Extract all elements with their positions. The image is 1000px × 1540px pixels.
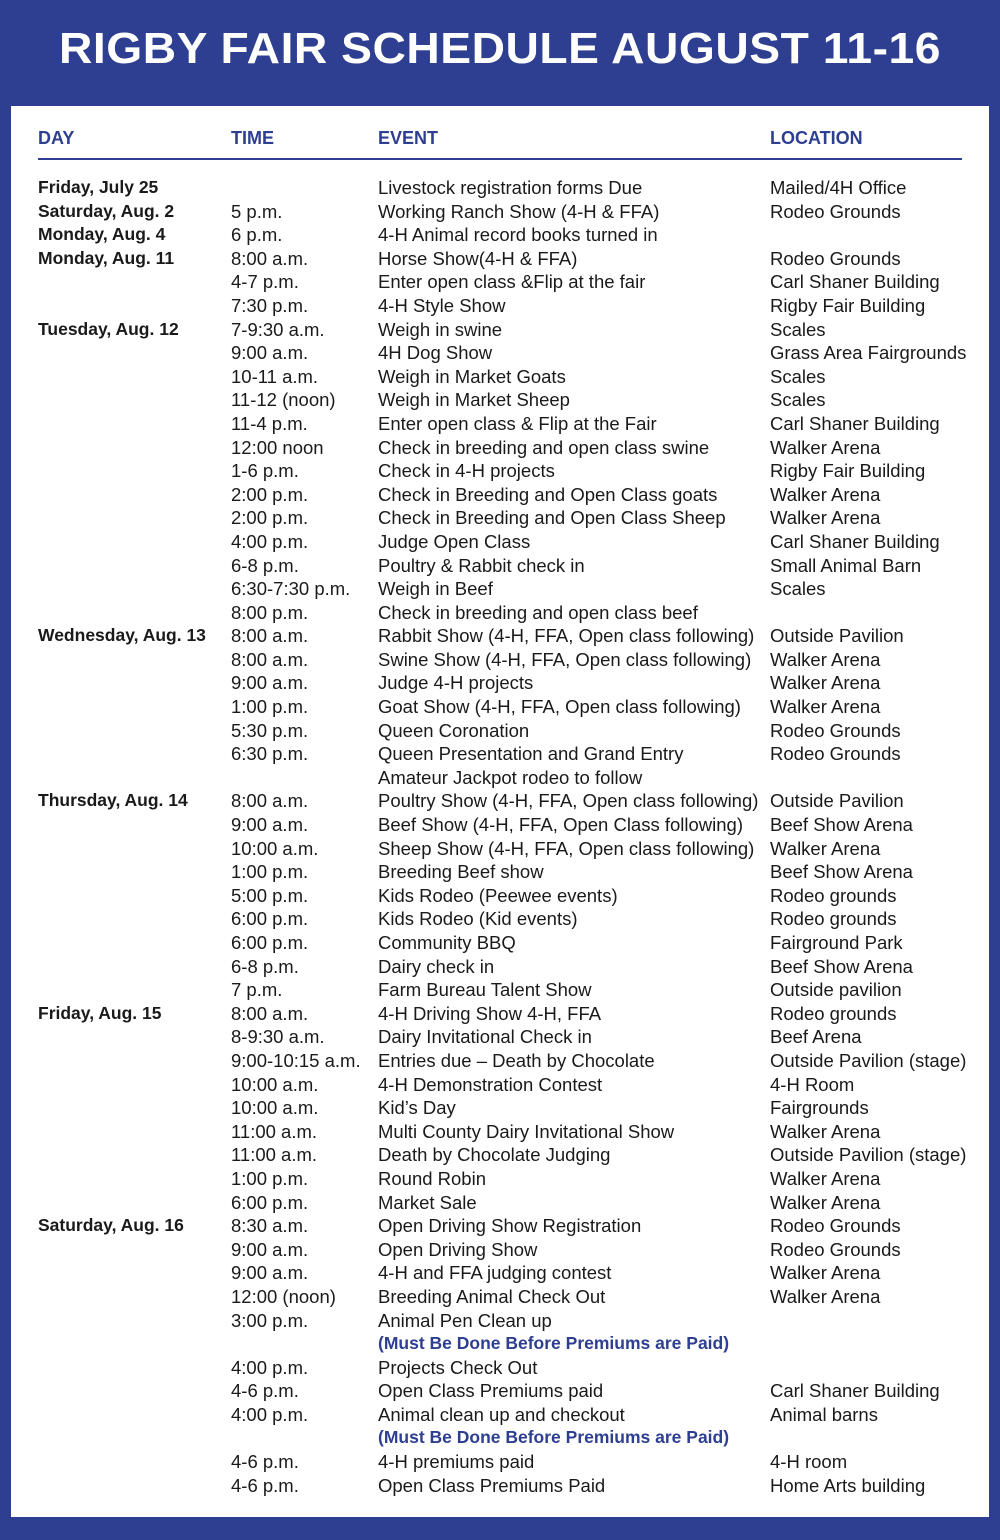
location-cell: Walker Arena — [770, 1167, 881, 1189]
event-cell: Animal clean up and checkout — [378, 1403, 625, 1425]
event-note-cell: (Must Be Done Before Premiums are Paid) — [378, 1333, 730, 1354]
location-cell: Outside Pavilion — [770, 790, 904, 812]
event-cell: Sheep Show (4-H, FFA, Open class following) — [378, 837, 755, 859]
table-row — [0, 459, 1000, 483]
table-row — [0, 1332, 1000, 1356]
location-cell: Walker Arena — [770, 1120, 881, 1142]
table-row — [0, 1214, 1000, 1238]
event-cell: Round Robin — [378, 1167, 486, 1189]
location-cell: Rodeo Grounds — [770, 1215, 901, 1237]
time-cell: 10:00 a.m. — [231, 837, 319, 859]
location-cell: Walker Arena — [770, 507, 881, 529]
location-cell: Rodeo Grounds — [770, 743, 901, 765]
event-cell: Death by Chocolate Judging — [378, 1144, 611, 1166]
table-row — [0, 1143, 1000, 1167]
table-row — [0, 270, 1000, 294]
table-row — [0, 530, 1000, 554]
table-row — [0, 1426, 1000, 1450]
time-cell: 8:30 a.m. — [231, 1215, 309, 1237]
page-title: RIGBY FAIR SCHEDULE AUGUST 11-16 — [59, 24, 941, 73]
table-row — [0, 1049, 1000, 1073]
event-cell: Poultry & Rabbit check in — [378, 554, 585, 576]
location-cell: Rodeo Grounds — [770, 1238, 901, 1260]
title-banner — [0, 0, 1000, 106]
event-cell: Weigh in Market Sheep — [378, 389, 570, 411]
day-cell: Friday, July 25 — [38, 177, 159, 197]
time-cell: 4:00 p.m. — [231, 1356, 309, 1378]
time-cell: 10-11 a.m. — [231, 365, 319, 387]
event-cell: Horse Show(4-H & FFA) — [378, 247, 578, 269]
time-cell: 5 p.m. — [231, 200, 283, 222]
event-cell: Queen Presentation and Grand Entry — [378, 743, 684, 765]
location-cell: Mailed/4H Office — [770, 177, 907, 198]
event-cell: Check in breeding and open class beef — [378, 601, 698, 623]
header-divider — [38, 158, 962, 160]
event-cell: 4-H and FFA judging contest — [378, 1262, 612, 1284]
location-cell: Rodeo grounds — [770, 908, 897, 930]
event-cell: Dairy check in — [378, 955, 495, 977]
location-cell: Carl Shaner Building — [770, 530, 940, 552]
event-cell: 4-H Driving Show 4-H, FFA — [378, 1002, 602, 1024]
time-cell: 9:00 a.m. — [231, 1262, 309, 1284]
time-cell: 11-4 p.m. — [231, 412, 308, 434]
time-cell: 4-6 p.m. — [231, 1451, 299, 1473]
column-header-location: LOCATION — [770, 128, 863, 148]
location-cell: Walker Arena — [770, 483, 881, 505]
day-cell: Monday, Aug. 11 — [38, 247, 175, 268]
table-row — [0, 1073, 1000, 1097]
table-row — [0, 978, 1000, 1002]
table-row — [0, 1167, 1000, 1191]
time-cell: 5:30 p.m. — [231, 719, 309, 741]
location-cell: Fairground Park — [770, 932, 903, 953]
event-cell: Judge Open Class — [378, 530, 531, 552]
table-row — [0, 1309, 1000, 1333]
table-row — [0, 200, 1000, 224]
table-row — [0, 294, 1000, 318]
table-row — [0, 1002, 1000, 1026]
time-cell: 1-6 p.m. — [231, 460, 299, 482]
location-cell: Walker Arena — [770, 1191, 881, 1213]
event-cell: Kids Rodeo (Peewee events) — [378, 884, 618, 906]
location-cell: Carl Shaner Building — [770, 1380, 940, 1402]
time-cell: 6-8 p.m. — [231, 554, 299, 576]
table-row — [0, 1025, 1000, 1049]
time-cell: 2:00 p.m. — [231, 483, 309, 505]
table-row — [0, 955, 1000, 979]
time-cell: 7-9:30 a.m. — [231, 318, 325, 340]
table-row — [0, 176, 1000, 200]
time-cell: 12:00 noon — [231, 436, 324, 458]
event-cell: Beef Show (4-H, FFA, Open Class following) — [378, 814, 744, 836]
day-cell: Tuesday, Aug. 12 — [38, 318, 179, 339]
table-row — [0, 1403, 1000, 1427]
time-cell: 8:00 a.m. — [231, 625, 309, 647]
event-cell: Breeding Animal Check Out — [378, 1285, 606, 1307]
footer-bar — [0, 1517, 1000, 1540]
time-cell: 5:00 p.m. — [231, 884, 309, 906]
location-cell: Small Animal Barn — [770, 554, 922, 576]
table-row — [0, 412, 1000, 436]
table-row — [0, 1120, 1000, 1144]
location-cell: Scales — [770, 578, 826, 600]
location-cell: 4-H room — [770, 1451, 848, 1473]
table-row — [0, 247, 1000, 271]
time-cell: 11:00 a.m. — [231, 1120, 318, 1142]
table-row — [0, 624, 1000, 648]
location-cell: Walker Arena — [770, 672, 881, 694]
location-cell: Walker Arena — [770, 1285, 881, 1307]
location-cell: Rodeo Grounds — [770, 247, 901, 269]
event-cell: Check in Breeding and Open Class Sheep — [378, 507, 726, 529]
location-cell: Outside Pavilion — [770, 625, 904, 647]
table-row — [0, 695, 1000, 719]
event-cell: Breeding Beef show — [378, 861, 544, 883]
time-cell: 12:00 (noon) — [231, 1285, 336, 1307]
table-row — [0, 1285, 1000, 1309]
event-cell: Open Class Premiums paid — [378, 1380, 604, 1402]
time-cell: 4-6 p.m. — [231, 1474, 299, 1496]
event-cell: Animal Pen Clean up — [378, 1309, 552, 1331]
time-cell: 8:00 a.m. — [231, 790, 309, 812]
table-row — [0, 907, 1000, 931]
location-cell: Rodeo Grounds — [770, 719, 901, 741]
event-note-cell: (Must Be Done Before Premiums are Paid) — [378, 1427, 730, 1448]
event-cell: Open Class Premiums Paid — [378, 1474, 606, 1496]
time-cell: 1:00 p.m. — [231, 696, 309, 718]
time-cell: 2:00 p.m. — [231, 507, 309, 529]
time-cell: 9:00-10:15 a.m. — [231, 1049, 361, 1071]
table-row — [0, 742, 1000, 766]
time-cell: 6:00 p.m. — [231, 908, 309, 930]
location-cell: Walker Arena — [770, 648, 881, 670]
table-row — [0, 1261, 1000, 1285]
location-cell: Walker Arena — [770, 696, 881, 718]
time-cell: 11:00 a.m. — [231, 1144, 318, 1166]
time-cell: 1:00 p.m. — [231, 861, 309, 883]
time-cell: 9:00 a.m. — [231, 672, 309, 694]
schedule-table — [0, 176, 1000, 1497]
event-cell: Amateur Jackpot rodeo to follow — [378, 766, 643, 788]
table-row — [0, 813, 1000, 837]
table-row — [0, 436, 1000, 460]
location-cell: Walker Arena — [770, 436, 881, 458]
day-cell: Saturday, Aug. 2 — [38, 200, 175, 221]
time-cell: 4-7 p.m. — [231, 271, 299, 293]
time-cell: 8-9:30 a.m. — [231, 1026, 325, 1048]
location-cell: Rodeo grounds — [770, 1002, 897, 1024]
event-cell: Rabbit Show (4-H, FFA, Open class following) — [378, 625, 755, 647]
event-cell: Projects Check Out — [378, 1356, 538, 1378]
table-row — [0, 671, 1000, 695]
location-cell: Beef Show Arena — [770, 814, 913, 836]
time-cell: 7:30 p.m. — [231, 294, 309, 316]
time-cell: 4-6 p.m. — [231, 1380, 299, 1402]
table-row — [0, 506, 1000, 530]
location-cell: Rigby Fair Building — [770, 294, 926, 316]
event-cell: Queen Coronation — [378, 719, 530, 741]
event-cell: Check in Breeding and Open Class goats — [378, 483, 718, 505]
table-row — [0, 1379, 1000, 1403]
table-row — [0, 1191, 1000, 1215]
location-cell: Outside Pavilion (stage) — [770, 1144, 967, 1166]
event-cell: Community BBQ — [378, 932, 516, 953]
table-row — [0, 1356, 1000, 1380]
time-cell: 6-8 p.m. — [231, 955, 299, 977]
table-row — [0, 388, 1000, 412]
table-row — [0, 365, 1000, 389]
location-cell: Fairgrounds — [770, 1097, 869, 1119]
location-cell: Rodeo Grounds — [770, 200, 901, 222]
location-cell: Beef Show Arena — [770, 955, 913, 977]
event-cell: Swine Show (4-H, FFA, Open class following) — [378, 648, 752, 670]
day-cell: Wednesday, Aug. 13 — [38, 625, 206, 646]
table-row — [0, 318, 1000, 342]
location-cell: Animal barns — [770, 1403, 878, 1425]
time-cell: 8:00 p.m. — [231, 601, 309, 623]
event-cell: Kids Rodeo (Kid events) — [378, 908, 578, 930]
day-cell: Thursday, Aug. 14 — [38, 790, 188, 811]
column-header-day: DAY — [38, 128, 75, 148]
event-cell: Goat Show (4-H, FFA, Open class following) — [378, 696, 741, 718]
table-row — [0, 223, 1000, 247]
location-cell: Scales — [770, 365, 826, 387]
table-row — [0, 554, 1000, 578]
event-cell: Weigh in swine — [378, 318, 503, 340]
table-row — [0, 884, 1000, 908]
location-cell: Home Arts building — [770, 1474, 926, 1496]
table-row — [0, 719, 1000, 743]
time-cell: 6:00 p.m. — [231, 1191, 309, 1213]
table-row — [0, 860, 1000, 884]
column-header-event: EVENT — [378, 128, 439, 148]
location-cell: Rigby Fair Building — [770, 460, 926, 482]
time-cell: 9:00 a.m. — [231, 814, 309, 836]
event-cell: Weigh in Beef — [378, 578, 493, 600]
event-cell: 4-H Style Show — [378, 294, 506, 316]
location-cell: Carl Shaner Building — [770, 271, 940, 293]
location-cell: Grass Area Fairgrounds — [770, 342, 967, 364]
table-row — [0, 931, 1000, 955]
location-cell: Outside pavilion — [770, 979, 902, 1001]
event-cell: Check in 4-H projects — [378, 460, 555, 482]
table-row — [0, 648, 1000, 672]
event-cell: 4-H premiums paid — [378, 1451, 535, 1473]
table-row — [0, 837, 1000, 861]
event-cell: Dairy Invitational Check in — [378, 1026, 592, 1048]
event-cell: Enter open class &Flip at the fair — [378, 271, 646, 293]
time-cell: 4:00 p.m. — [231, 530, 309, 552]
location-cell: Beef Show Arena — [770, 861, 913, 883]
day-cell: Saturday, Aug. 16 — [38, 1215, 184, 1236]
table-row — [0, 483, 1000, 507]
table-row — [0, 789, 1000, 813]
event-cell: Farm Bureau Talent Show — [378, 979, 592, 1001]
time-cell: 9:00 a.m. — [231, 342, 309, 364]
location-cell: Scales — [770, 389, 826, 411]
table-row — [0, 1096, 1000, 1120]
time-cell: 8:00 a.m. — [231, 648, 309, 670]
time-cell: 8:00 a.m. — [231, 247, 309, 269]
location-cell: Outside Pavilion (stage) — [770, 1049, 967, 1071]
event-cell: 4-H Demonstration Contest — [378, 1073, 603, 1095]
location-cell: Beef Arena — [770, 1026, 862, 1048]
day-cell: Monday, Aug. 4 — [38, 224, 166, 245]
column-header-time: TIME — [231, 128, 274, 148]
event-cell: Market Sale — [378, 1191, 477, 1213]
time-cell: 10:00 a.m. — [231, 1073, 319, 1095]
day-cell: Friday, Aug. 15 — [38, 1002, 162, 1023]
time-cell: 6:00 p.m. — [231, 932, 309, 953]
location-cell: Scales — [770, 318, 826, 340]
event-cell: Weigh in Market Goats — [378, 365, 566, 387]
table-row — [0, 1474, 1000, 1498]
event-cell: Judge 4-H projects — [378, 672, 534, 694]
event-cell: Check in breeding and open class swine — [378, 436, 710, 458]
event-cell: Open Driving Show — [378, 1238, 538, 1260]
event-cell: 4H Dog Show — [378, 342, 493, 364]
table-row — [0, 1450, 1000, 1474]
event-cell: Enter open class & Flip at the Fair — [378, 412, 657, 434]
time-cell: 10:00 a.m. — [231, 1097, 319, 1119]
event-cell: Kid’s Day — [378, 1097, 456, 1119]
table-row — [0, 766, 1000, 790]
time-cell: 11-12 (noon) — [231, 389, 336, 411]
time-cell: 1:00 p.m. — [231, 1167, 309, 1189]
event-cell: 4-H Animal record books turned in — [378, 224, 658, 246]
location-cell: Walker Arena — [770, 837, 881, 859]
event-cell: Livestock registration forms Due — [378, 177, 643, 198]
table-row — [0, 601, 1000, 625]
location-cell: Rodeo grounds — [770, 884, 897, 906]
time-cell: 6:30-7:30 p.m. — [231, 578, 351, 600]
location-cell: Walker Arena — [770, 1262, 881, 1284]
time-cell: 9:00 a.m. — [231, 1238, 309, 1260]
event-cell: Entries due – Death by Chocolate — [378, 1049, 655, 1071]
event-cell: Open Driving Show Registration — [378, 1215, 642, 1237]
location-cell: Carl Shaner Building — [770, 412, 940, 434]
time-cell: 3:00 p.m. — [231, 1309, 309, 1331]
time-cell: 8:00 a.m. — [231, 1002, 309, 1024]
location-cell: 4-H Room — [770, 1073, 855, 1095]
time-cell: 4:00 p.m. — [231, 1403, 309, 1425]
event-cell: Working Ranch Show (4-H & FFA) — [378, 200, 660, 222]
table-row — [0, 1238, 1000, 1262]
time-cell: 6:30 p.m. — [231, 743, 309, 765]
event-cell: Multi County Dairy Invitational Show — [378, 1120, 675, 1142]
table-row — [0, 341, 1000, 365]
table-row — [0, 577, 1000, 601]
event-cell: Poultry Show (4-H, FFA, Open class following) — [378, 790, 759, 812]
time-cell: 6 p.m. — [231, 224, 283, 246]
time-cell: 7 p.m. — [231, 979, 283, 1001]
